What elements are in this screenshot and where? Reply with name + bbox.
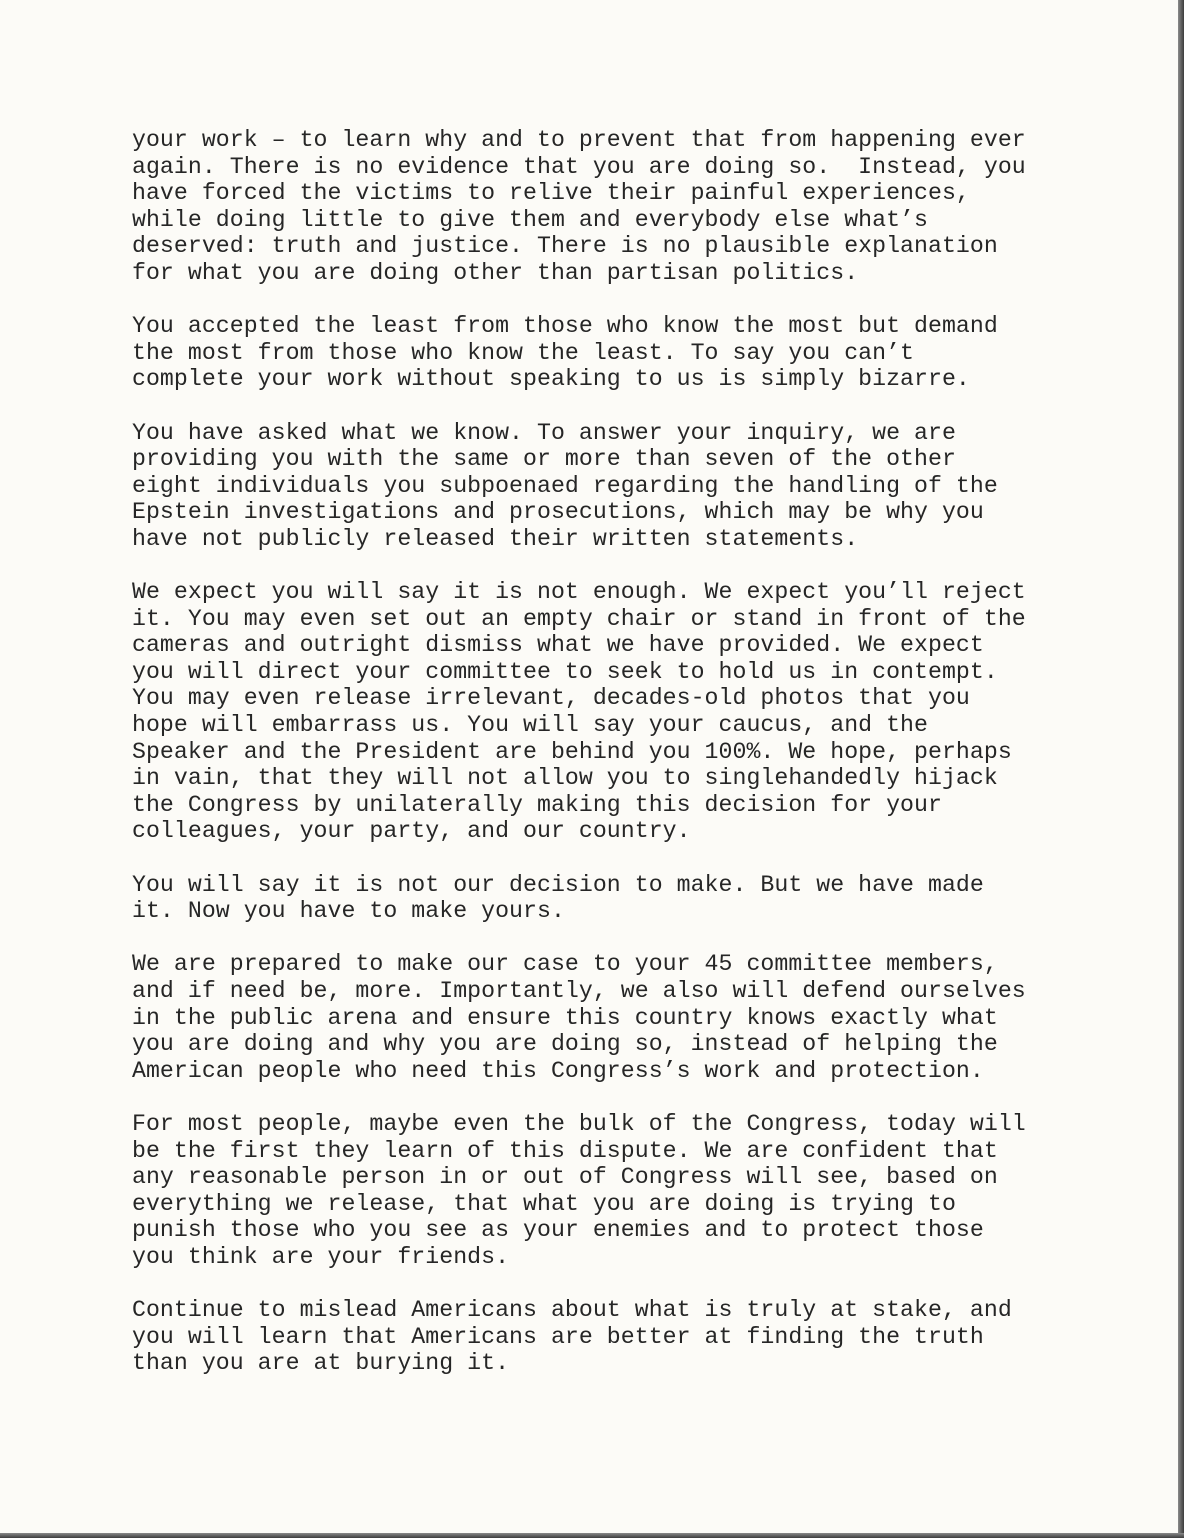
paragraph-4: We expect you will say it is not enough. We expect you’ll reject it. You may even set out an empty chair or stand in front of the cameras and outright dismiss what we have provided. We expect you will direct your committee to seek to hold us in contempt. You may even release irrelevant, decades-old photos that you hope will embarrass us. You will say your caucus, and the Speaker and the President are behind you 100%. We hope, perhaps in vain, that they will not allow you to singlehandedly hijack the Congress by unilaterally making this decision for your colleagues, your party, and our country. bbox=[132, 579, 1026, 845]
paragraph-1: your work – to learn why and to prevent that from happening ever again. There is no evidence that you are doing so. Instead, you have forced the victims to relive their painful experiences, while doing little to give them and everybody else what’s deserved: truth and justice. There is no plausible explanation for what you are doing other than partisan politics. bbox=[132, 127, 1026, 286]
paragraph-2: You accepted the least from those who know the most but demand the most from those who know the least. To say you can’t complete your work without speaking to us is simply bizarre. bbox=[132, 313, 998, 393]
page-edge-right bbox=[1178, 0, 1184, 1538]
paragraph-5: You will say it is not our decision to make. But we have made it. Now you have to make yours. bbox=[132, 871, 984, 925]
paragraph-7: For most people, maybe even the bulk of the Congress, today will be the first they learn of this dispute. We are confident that any reasonable person in or out of Congress will see, based on everything we release, that what you are doing is trying to punish those who you see as your enemies and to protect those you think are your friends. bbox=[132, 1110, 1026, 1270]
paragraph-8: Continue to mislead Americans about what is truly at stake, and you will learn that Americans are better at finding the truth than you are at burying it. bbox=[132, 1297, 1012, 1377]
paragraph-3: You have asked what we know. To answer your inquiry, we are providing you with the same or more than seven of the other eight individuals you subpoenaed regarding the handling of the Epstein investigations and prosecutions, which may be why you have not publicly released their written statements. bbox=[132, 419, 998, 552]
letter-body bbox=[132, 127, 1152, 1404]
page-edge-bottom bbox=[0, 1533, 1184, 1538]
paragraph-6: We are prepared to make our case to your 45 committee members, and if need be, more. Importantly, we also will defend ourselves in the public arena and ensure this country knows exactly what you are doing and why you are doing so, instead of helping the American people who need this Congress’s work and protection. bbox=[132, 951, 1026, 1084]
